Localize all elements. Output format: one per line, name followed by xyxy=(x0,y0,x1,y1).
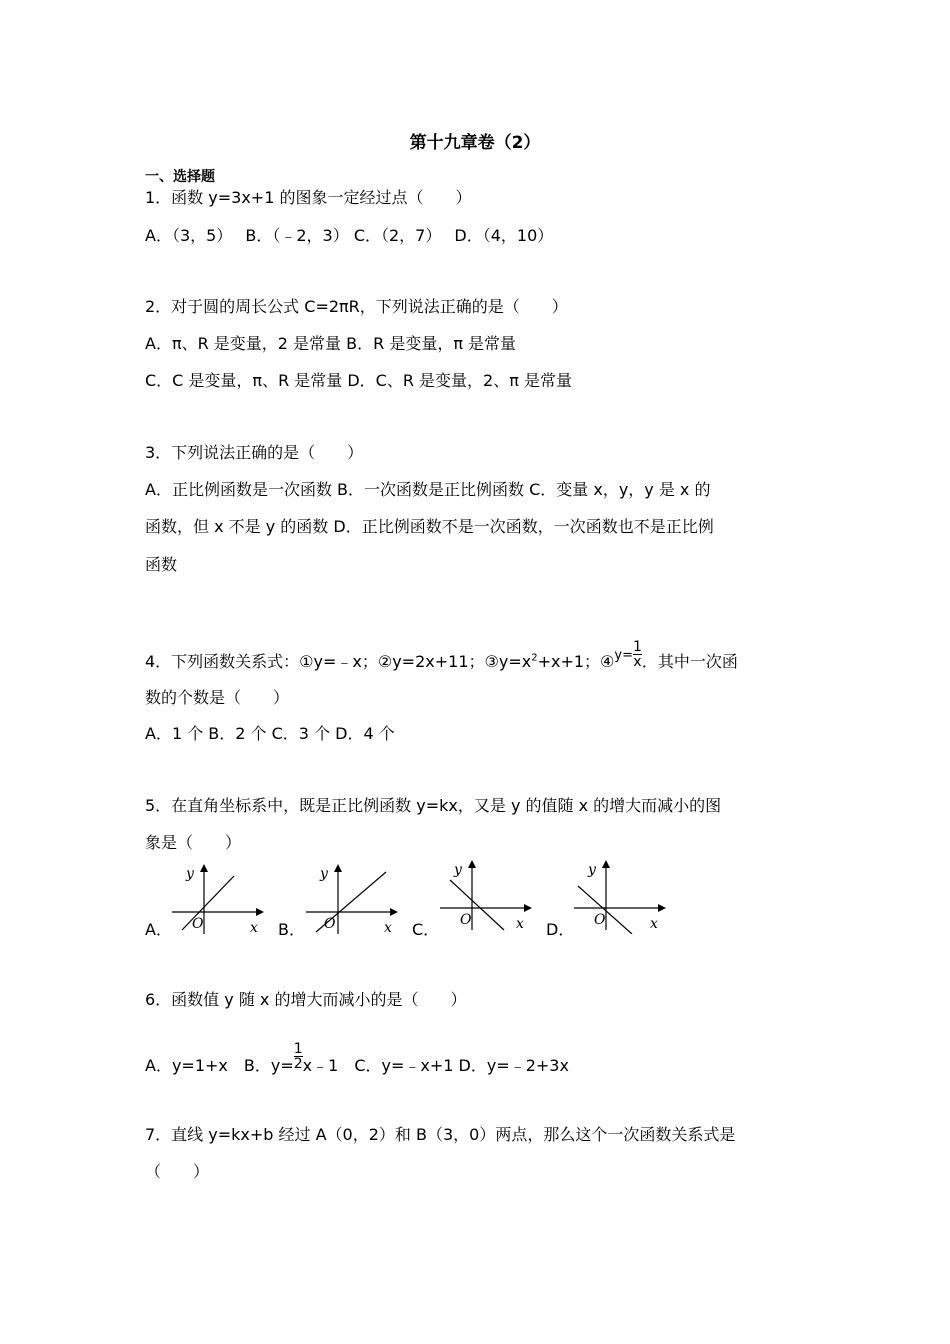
question-6-option-b-suffix: x﹣1 xyxy=(302,1056,355,1075)
x-arrow xyxy=(256,908,264,916)
y-arrow xyxy=(334,864,342,872)
fraction-numerator: 1 xyxy=(293,1041,303,1057)
y-arrow xyxy=(468,860,476,868)
question-4-stem-2: 数的个数是（ ） xyxy=(145,688,290,707)
origin-label: O xyxy=(594,912,606,928)
question-4-stem xyxy=(145,639,738,677)
graph-a xyxy=(168,862,268,942)
x-axis-label: x xyxy=(250,920,258,936)
origin-label: O xyxy=(460,912,472,928)
exponent: 2 xyxy=(531,652,538,664)
question-3-line-2: 函数，但 x 不是 y 的函数 D．正比例函数不是一次函数，一次函数也不是正比例 xyxy=(145,517,714,536)
question-6-option-a: A．y=1+x xyxy=(145,1056,244,1075)
y-axis-label: y xyxy=(186,866,194,882)
y-axis-label: y xyxy=(588,862,596,878)
origin-label: O xyxy=(324,916,336,932)
question-4-stem-part-c: ．其中一次函 xyxy=(641,652,738,671)
y-axis-label: y xyxy=(320,866,328,882)
question-3-stem: 3．下列说法正确的是（ ） xyxy=(145,443,364,462)
x-arrow xyxy=(524,904,532,912)
graph-label-b: B． xyxy=(278,920,305,939)
x-axis-label: x xyxy=(384,920,392,936)
y-arrow xyxy=(200,864,208,872)
question-6-option-b-prefix: B．y= xyxy=(243,1056,294,1075)
fraction-lhs: y= xyxy=(614,648,633,663)
x-arrow xyxy=(390,908,398,916)
fraction-denominator: 2 xyxy=(293,1056,303,1072)
question-5-stem-2: 象是（ ） xyxy=(145,833,242,852)
x-arrow xyxy=(658,904,666,912)
question-1-options: A．（3，5） B．（﹣2，3） C．（2，7） D．（4，10） xyxy=(145,226,554,245)
graph-b xyxy=(302,862,402,942)
graph-label-c: C． xyxy=(412,920,440,939)
function-line xyxy=(182,876,234,930)
graph-c xyxy=(436,858,536,938)
y-axis-label: y xyxy=(454,862,462,878)
question-1-stem: 1．函数 y=3x+1 的图象一定经过点（ ） xyxy=(145,188,472,207)
question-7-stem: 7．直线 y=kx+b 经过 A（0，2）和 B（3，0）两点，那么这个一次函数关系式是 xyxy=(145,1125,736,1144)
question-3-line-3: 函数 xyxy=(145,555,178,574)
graph-label-d: D． xyxy=(546,920,575,939)
page-title: 第十九章卷（2） xyxy=(409,133,541,153)
function-line xyxy=(450,880,504,930)
question-6-stem: 6．函数值 y 随 x 的增大而减小的是（ ） xyxy=(145,990,467,1009)
question-4-stem-part-b: +x+1；④ xyxy=(537,652,615,671)
question-6-options xyxy=(145,1041,569,1081)
question-5-stem-1: 5．在直角坐标系中，既是正比例函数 y=kx，又是 y 的值随 x 的增大而减小的图 xyxy=(145,796,722,815)
question-4-stem-part-a: 4．下列函数关系式：①y=﹣x；②y=2x+11；③y=x xyxy=(145,652,532,671)
question-3-line-1: A．正比例函数是一次函数 B．一次函数是正比例函数 C．变量 x，y，y 是 x 的 xyxy=(145,480,711,499)
section-heading: 一、选择题 xyxy=(145,169,215,185)
x-axis-label: x xyxy=(650,916,658,932)
question-2-stem: 2．对于圆的周长公式 C=2πR，下列说法正确的是（ ） xyxy=(145,297,568,316)
fraction-one-half xyxy=(294,1042,303,1071)
graph-d xyxy=(570,858,670,938)
question-7-stem-2: （ ） xyxy=(145,1162,210,1181)
y-arrow xyxy=(602,860,610,868)
fraction-numerator: 1 xyxy=(632,639,642,655)
origin-label: O xyxy=(192,916,204,932)
fraction-denominator: x xyxy=(633,654,642,670)
graph-label-a: A． xyxy=(145,920,172,939)
question-2-options-cd: C．C 是变量，π、R 是常量 D．C、R 是变量，2、π 是常量 xyxy=(145,371,572,390)
question-2-options-ab: A．π、R 是变量，2 是常量 B．R 是变量，π 是常量 xyxy=(145,334,517,353)
question-6-options-cd: C．y=﹣x+1 D．y=﹣2+3x xyxy=(354,1056,569,1075)
x-axis-label: x xyxy=(516,916,524,932)
question-4-options: A．1 个 B．2 个 C．3 个 D．4 个 xyxy=(145,724,395,743)
fraction-one-over-x xyxy=(633,640,642,669)
